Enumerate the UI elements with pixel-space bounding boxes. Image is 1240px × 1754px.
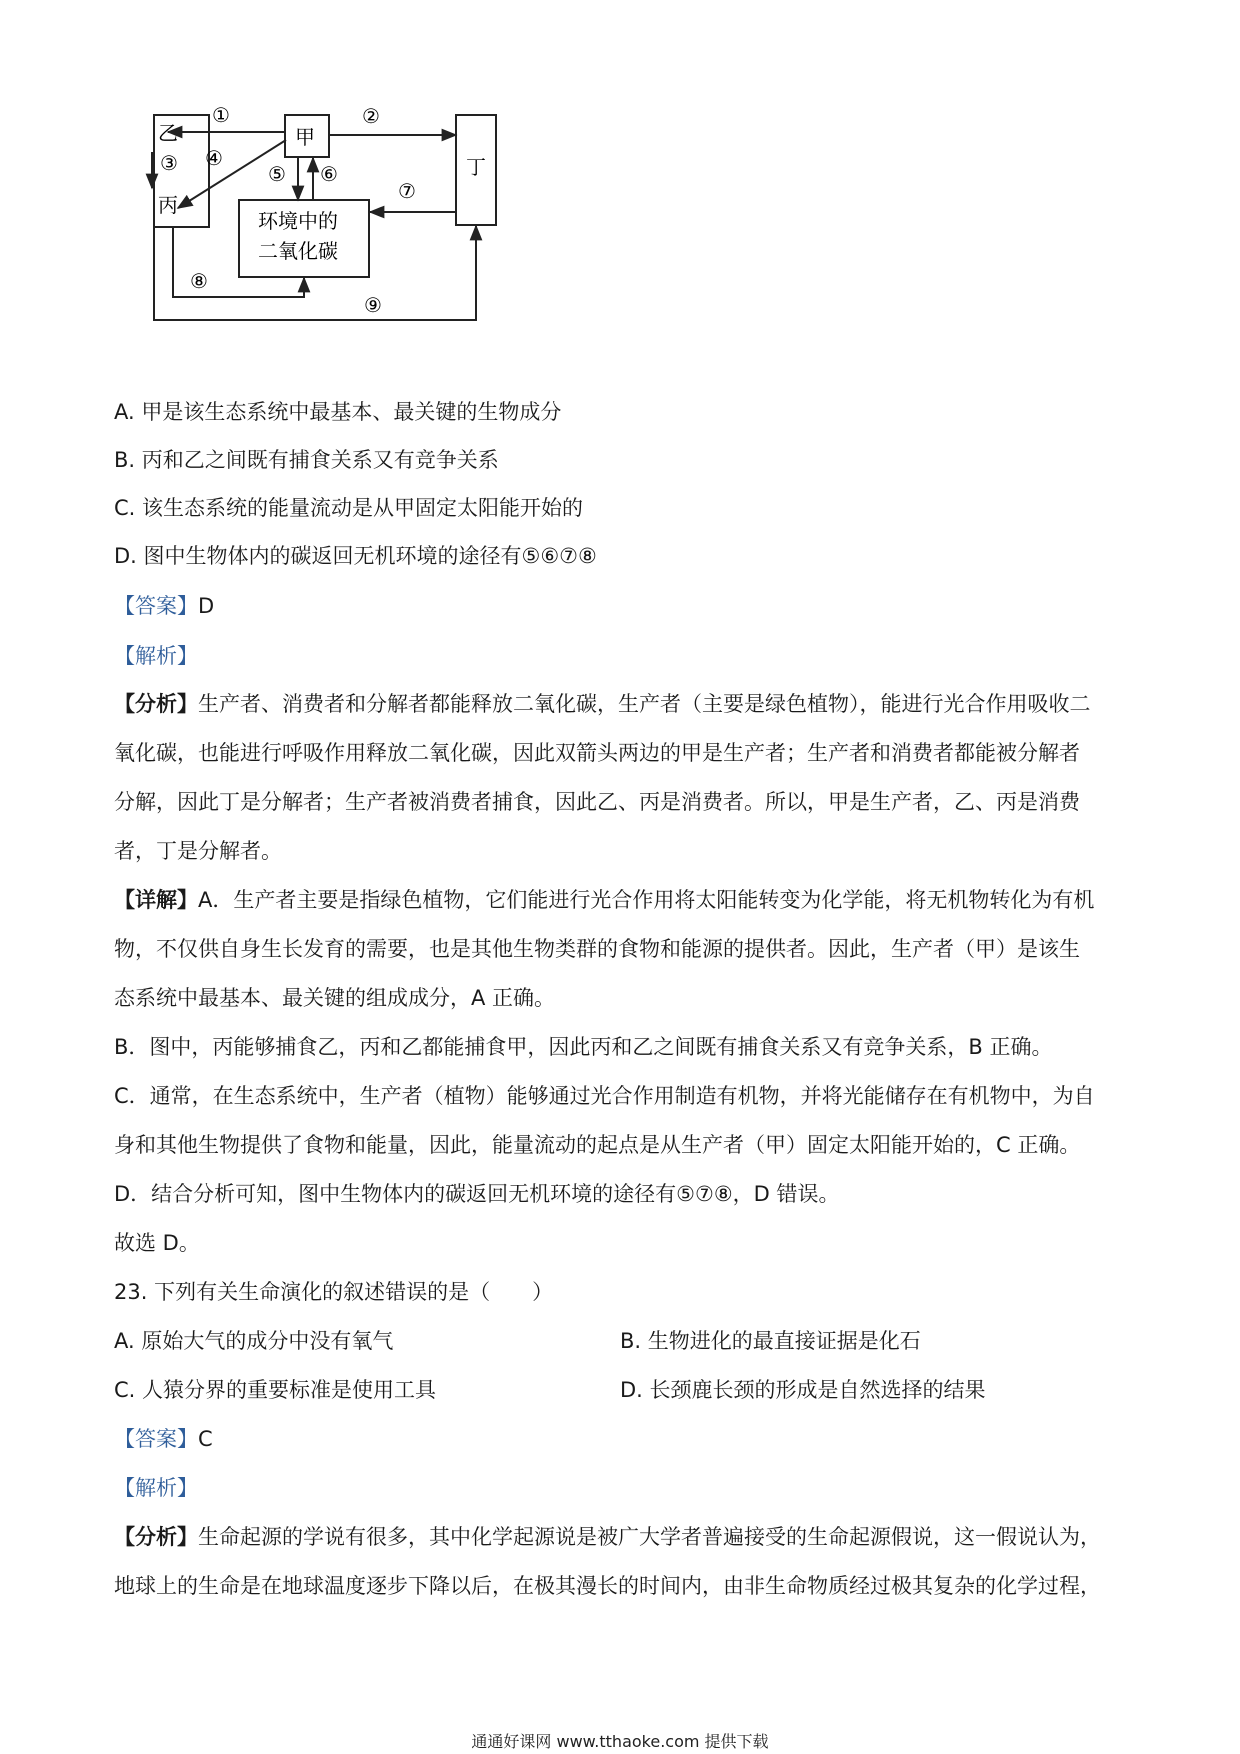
- q22-xiangjie-line-3: 态系统中最基本、最关键的组成成分，A 正确。: [114, 986, 556, 1010]
- xiangjie-tag: 【详解】: [114, 888, 198, 912]
- fenxi-text: 生产者、消费者和分解者都能释放二氧化碳，生产者（主要是绿色植物），能进行光合作用吸收二: [198, 692, 1091, 716]
- label-9: ⑨: [364, 293, 382, 317]
- q22-conclusion: 故选 D。: [114, 1231, 200, 1255]
- q22-analysis-tag: 【解析】: [114, 644, 198, 668]
- carbon-cycle-diagram: [140, 100, 580, 370]
- q23-option-a: A. 原始大气的成分中没有氧气: [114, 1329, 394, 1353]
- fenxi-text: 生命起源的学说有很多，其中化学起源说是被广大学者普遍接受的生命起源假说，这一假说认为，: [198, 1525, 1101, 1549]
- page-footer: 通通好课网 www.tthaoke.com 提供下载: [471, 1732, 769, 1751]
- answer-tag: 【答案】: [114, 594, 198, 618]
- q23-fenxi-line-1: [114, 1523, 1101, 1551]
- q22-xiangjie-line-4: B．图中，丙能够捕食乙，丙和乙都能捕食甲，因此丙和乙之间既有捕食关系又有竞争关系，B 正确。: [114, 1035, 1053, 1059]
- label-5: ⑤: [268, 162, 286, 186]
- q22-fenxi-line-1: [114, 690, 1091, 718]
- q22-option-b: B. 丙和乙之间既有捕食关系又有竞争关系: [114, 448, 499, 472]
- label-2: ②: [362, 104, 380, 128]
- label-6: ⑥: [320, 162, 338, 186]
- label-1: ①: [212, 103, 230, 127]
- label-3: ③: [160, 151, 178, 175]
- q23-option-c: C. 人猿分界的重要标准是使用工具: [114, 1378, 437, 1402]
- label-8: ⑧: [190, 269, 208, 293]
- label-4: ④: [205, 146, 223, 170]
- q23-option-b: B. 生物进化的最直接证据是化石: [620, 1329, 921, 1353]
- q23-analysis-tag: 【解析】: [114, 1476, 198, 1500]
- q22-option-d: D. 图中生物体内的碳返回无机环境的途径有⑤⑥⑦⑧: [114, 544, 597, 568]
- q22-fenxi-line-2: 氧化碳，也能进行呼吸作用释放二氧化碳，因此双箭头两边的甲是生产者；生产者和消费者都能被分解者: [114, 741, 1080, 765]
- q22-xiangjie-line-5: C．通常，在生态系统中，生产者（植物）能够通过光合作用制造有机物，并将光能储存在有机物中，为自: [114, 1084, 1095, 1108]
- q23-answer: [114, 1425, 213, 1453]
- node-jia: 甲: [295, 125, 315, 149]
- fenxi-tag: 【分析】: [114, 692, 198, 716]
- q22-fenxi-line-4: 者，丁是分解者。: [114, 839, 282, 863]
- node-ding: 丁: [466, 155, 486, 179]
- answer-value: C: [198, 1427, 213, 1451]
- node-co2-line1: 环境中的: [258, 209, 338, 233]
- q22-xiangjie-line-1: [114, 886, 1094, 914]
- q23-stem: 23. 下列有关生命演化的叙述错误的是（ ）: [114, 1280, 554, 1304]
- fenxi-tag: 【分析】: [114, 1525, 198, 1549]
- q22-xiangjie-line-2: 物，不仅供自身生长发育的需要，也是其他生物类群的食物和能源的提供者。因此，生产者（甲）是该生: [114, 937, 1080, 961]
- node-co2-line2: 二氧化碳: [258, 239, 338, 263]
- q22-xiangjie-line-6: 身和其他生物提供了食物和能量，因此，能量流动的起点是从生产者（甲）固定太阳能开始的，C 正确。: [114, 1133, 1081, 1157]
- q22-fenxi-line-3: 分解，因此丁是分解者；生产者被消费者捕食，因此乙、丙是消费者。所以，甲是生产者，乙、丙是消费: [114, 790, 1080, 814]
- q23-fenxi-line-2: 地球上的生命是在地球温度逐步下降以后，在极其漫长的时间内，由非生命物质经过极其复杂的化学过程，: [114, 1574, 1101, 1598]
- answer-tag: 【答案】: [114, 1427, 198, 1451]
- q22-answer: [114, 592, 214, 620]
- node-bing: 丙: [158, 193, 178, 217]
- q22-option-a: A. 甲是该生态系统中最基本、最关键的生物成分: [114, 400, 562, 424]
- q23-option-d: D. 长颈鹿长颈的形成是自然选择的结果: [620, 1378, 986, 1402]
- q22-xiangjie-line-7: D．结合分析可知，图中生物体内的碳返回无机环境的途径有⑤⑦⑧，D 错误。: [114, 1182, 840, 1206]
- node-yi: 乙: [158, 121, 178, 145]
- label-7: ⑦: [398, 179, 416, 203]
- q22-option-c: C. 该生态系统的能量流动是从甲固定太阳能开始的: [114, 496, 584, 520]
- xiangjie-text: A．生产者主要是指绿色植物，它们能进行光合作用将太阳能转变为化学能，将无机物转化为有机: [198, 888, 1095, 912]
- answer-value: D: [198, 594, 215, 618]
